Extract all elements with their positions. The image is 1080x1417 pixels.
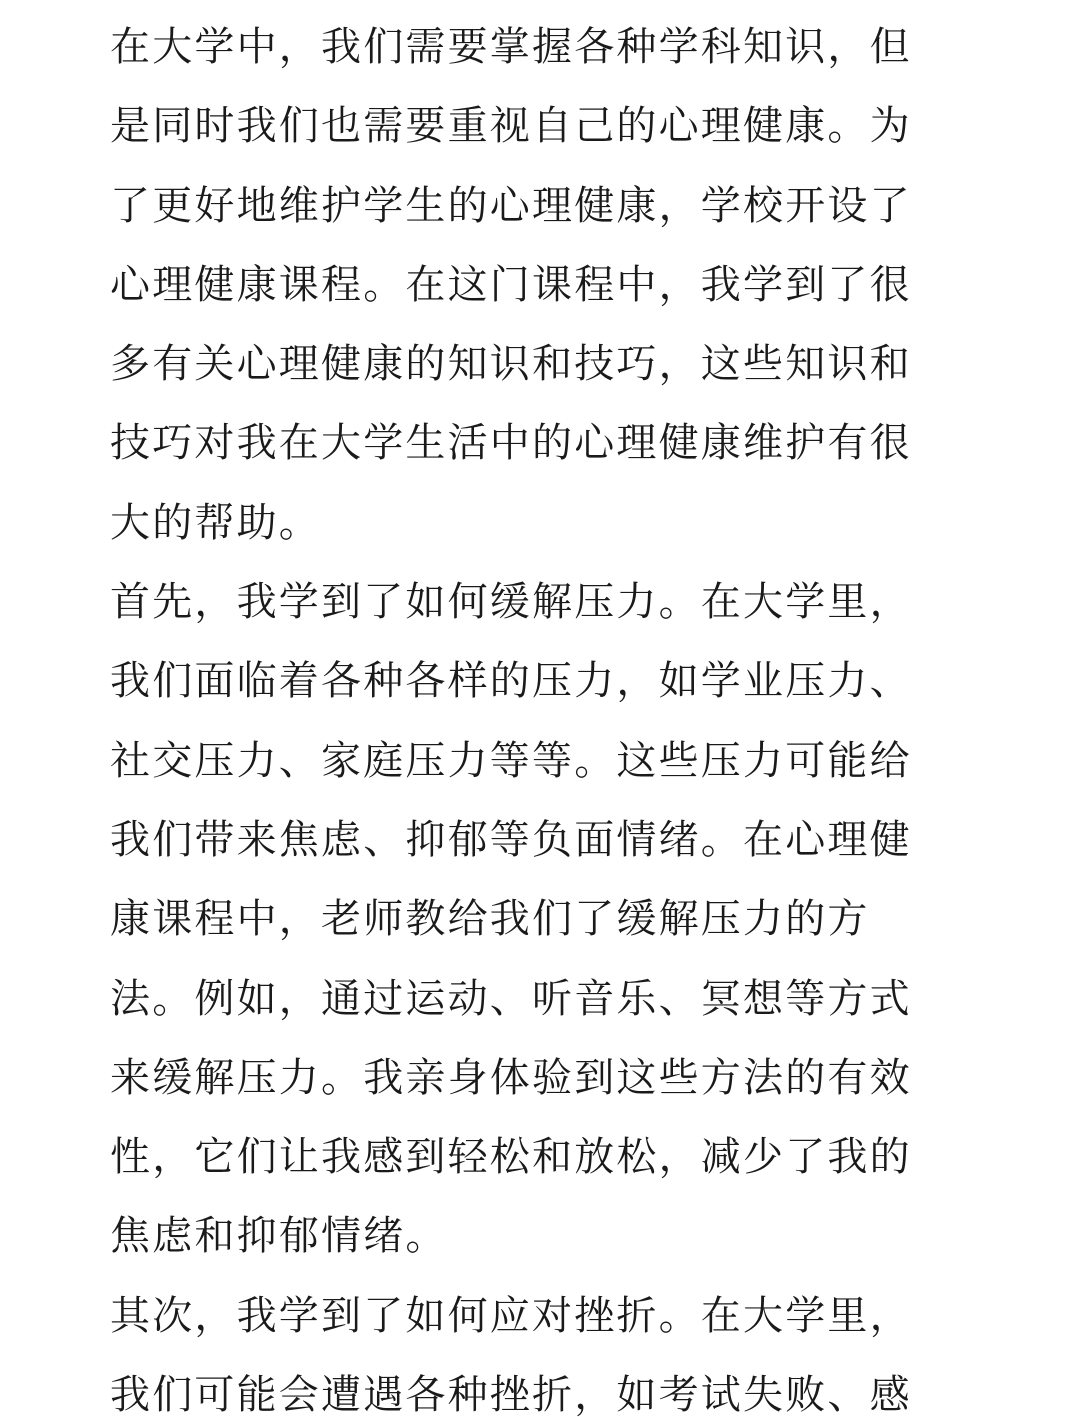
text-line: 康课程中，老师教给我们了缓解压力的方 (110, 896, 870, 943)
text-line: 在大学中，我们需要掌握各种学科知识，但 (110, 24, 912, 70)
text-line: 来缓解压力。我亲身体验到这些方法的有效 (110, 1054, 912, 1101)
text-line: 我们面临着各种各样的压力，如学业压力、 (110, 658, 912, 705)
text-line: 我们可能会遭遇各种挫折，如考试失败、感 (110, 1372, 912, 1417)
text-line: 法。例如，通过运动、听音乐、冥想等方式 (110, 975, 912, 1022)
text-line: 性，它们让我感到轻松和放松，减少了我的 (110, 1134, 912, 1181)
text-line: 大的帮助。 (110, 499, 321, 546)
text-line: 焦虑和抑郁情绪。 (110, 1213, 448, 1260)
text-line: 了更好地维护学生的心理健康，学校开设了 (110, 182, 912, 229)
text-line: 技巧对我在大学生活中的心理健康维护有很 (110, 420, 912, 467)
document-body (110, 8, 970, 1417)
text-line: 社交压力、家庭压力等等。这些压力可能给 (110, 737, 912, 784)
text-line: 多有关心理健康的知识和技巧，这些知识和 (110, 341, 912, 388)
text-line: 其次，我学到了如何应对挫折。在大学里， (110, 1292, 912, 1339)
text-line: 我们带来焦虑、抑郁等负面情绪。在心理健 (110, 816, 912, 863)
text-line: 心理健康课程。在这门课程中，我学到了很 (110, 261, 912, 308)
text-line: 首先，我学到了如何缓解压力。在大学里， (110, 579, 912, 626)
text-line: 是同时我们也需要重视自己的心理健康。为 (110, 103, 912, 150)
